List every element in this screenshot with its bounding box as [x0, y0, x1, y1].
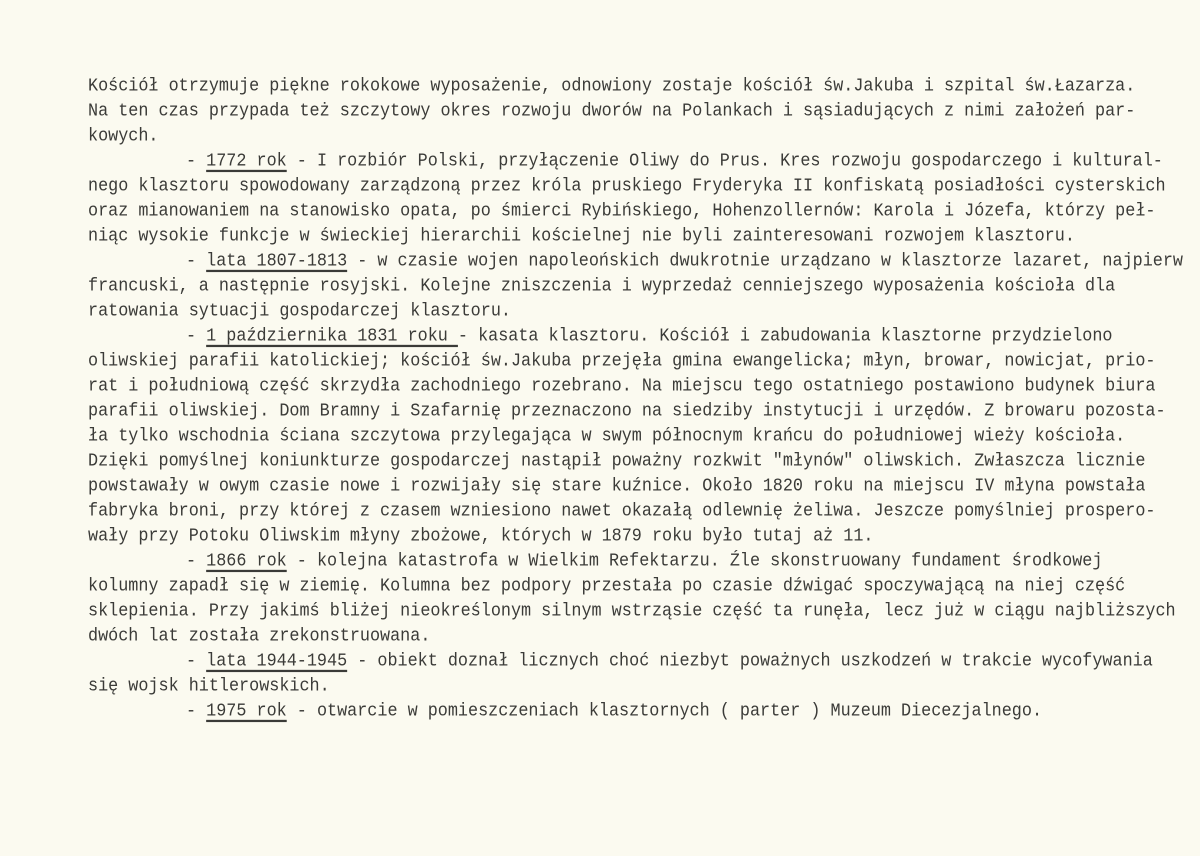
- text-line: rat i południową część skrzydła zachodniego rozebrano. Na miejscu tego ostatniego postawiono budynek biura: [88, 375, 1156, 398]
- text-line: oliwskiej parafii katolickiej; kościół św.Jakuba przejęła gmina ewangelicka; młyn, browar, nowicjat, prio-: [88, 350, 1156, 373]
- entry-text: - I rozbiór Polski, przyłączenie Oliwy do Prus. Kres rozwoju gospodarczego i kultural-: [286, 150, 1163, 173]
- text-line: parafii oliwskiej. Dom Bramny i Szafarnię przeznaczono na siedziby instytucji i urzędów. Z browaru pozosta-: [88, 400, 1166, 423]
- text-line: wały przy Potoku Oliwskim młyny zbożowe, których w 1879 roku było tutaj aż 11.: [88, 525, 874, 548]
- entry-date: 1 października 1831 roku: [206, 325, 458, 348]
- dash: -: [186, 700, 207, 723]
- text-line: kolumny zapadł się w ziemię. Kolumna bez podpory przestała po czasie dźwigać spoczywającą na niej część: [88, 575, 1126, 598]
- entry-line: [186, 325, 1113, 350]
- entry-date: lata 1944-1945: [206, 650, 348, 673]
- entry-date: 1975 rok: [206, 700, 287, 723]
- entry-line: [186, 650, 1153, 675]
- text-line: francuski, a następnie rosyjski. Kolejne zniszczenia i wyprzedaż cenniejszego wyposażenia kościoła dla: [88, 275, 1116, 298]
- text-line: sklepienia. Przy jakimś bliżej nieokreślonym silnym wstrząsie część ta runęła, lecz już w ciągu najbliższych: [88, 600, 1176, 623]
- text-line: Kościół otrzymuje piękne rokokowe wyposażenie, odnowiony zostaje kościół św.Jakuba i szpital św.Łazarza.: [88, 75, 1136, 98]
- entry-text: - otwarcie w pomieszczeniach klasztornych ( parter ) Muzeum Diecezjalnego.: [286, 700, 1043, 723]
- text-line: się wojsk hitlerowskich.: [88, 675, 330, 698]
- entry-line: [186, 700, 1042, 725]
- entry-line: [186, 250, 1183, 275]
- text-line: niąc wysokie funkcje w świeckiej hierarchii kościelnej nie byli zainteresowani rozwojem klasztoru.: [88, 225, 1075, 248]
- entry-text: - w czasie wojen napoleońskich dwukrotnie urządzano w klasztorze lazaret, najpierw: [347, 250, 1183, 273]
- text-line: oraz mianowaniem na stanowisko opata, po śmierci Rybińskiego, Hohenzollernów: Karola i Józefa, którzy peł-: [88, 200, 1156, 223]
- entry-text: - obiekt doznał licznych choć niezbyt poważnych uszkodzeń w trakcie wycofywania: [347, 650, 1153, 673]
- text-line: ła tylko wschodnia ściana szczytowa przylegająca w swym północnym krańcu do południowej wieży kościoła.: [88, 425, 1126, 448]
- entry-date: 1866 rok: [206, 550, 287, 573]
- text-line: dwóch lat została zrekonstruowana.: [88, 625, 431, 648]
- text-line: fabryka broni, przy której z czasem wzniesiono nawet okazałą odlewnię żeliwa. Jeszcze pomyślniej prospero-: [88, 500, 1156, 523]
- entry-date: lata 1807-1813: [206, 250, 348, 273]
- dash: -: [186, 150, 207, 173]
- entry-text: - kasata klasztoru. Kościół i zabudowania klasztorne przydzielono: [457, 325, 1113, 348]
- entry-line: [186, 550, 1102, 575]
- dash: -: [186, 650, 207, 673]
- text-line: powstawały w owym czasie nowe i rozwijały się stare kuźnice. Około 1820 roku na miejscu IV młyna powstała: [88, 475, 1146, 498]
- dash: -: [186, 325, 207, 348]
- entry-date: 1772 rok: [206, 150, 287, 173]
- text-line: Na ten czas przypada też szczytowy okres rozwoju dworów na Polankach i sąsiadujących z nimi założeń par-: [88, 100, 1136, 123]
- text-line: nego klasztoru spowodowany zarządzoną przez króla pruskiego Fryderyka II konfiskatą posiadłości cysterskich: [88, 175, 1166, 198]
- dash: -: [186, 550, 207, 573]
- text-line: kowych.: [88, 125, 159, 148]
- text-line: ratowania sytuacji gospodarczej klasztoru.: [88, 300, 511, 323]
- text-line: Dzięki pomyślnej koniunkturze gospodarczej nastąpił poważny rozkwit "młynów" oliwskich. Zwłaszcza licznie: [88, 450, 1146, 473]
- dash: -: [186, 250, 207, 273]
- entry-text: - kolejna katastrofa w Wielkim Refektarzu. Źle skonstruowany fundament środkowej: [286, 550, 1103, 573]
- entry-line: [186, 150, 1163, 175]
